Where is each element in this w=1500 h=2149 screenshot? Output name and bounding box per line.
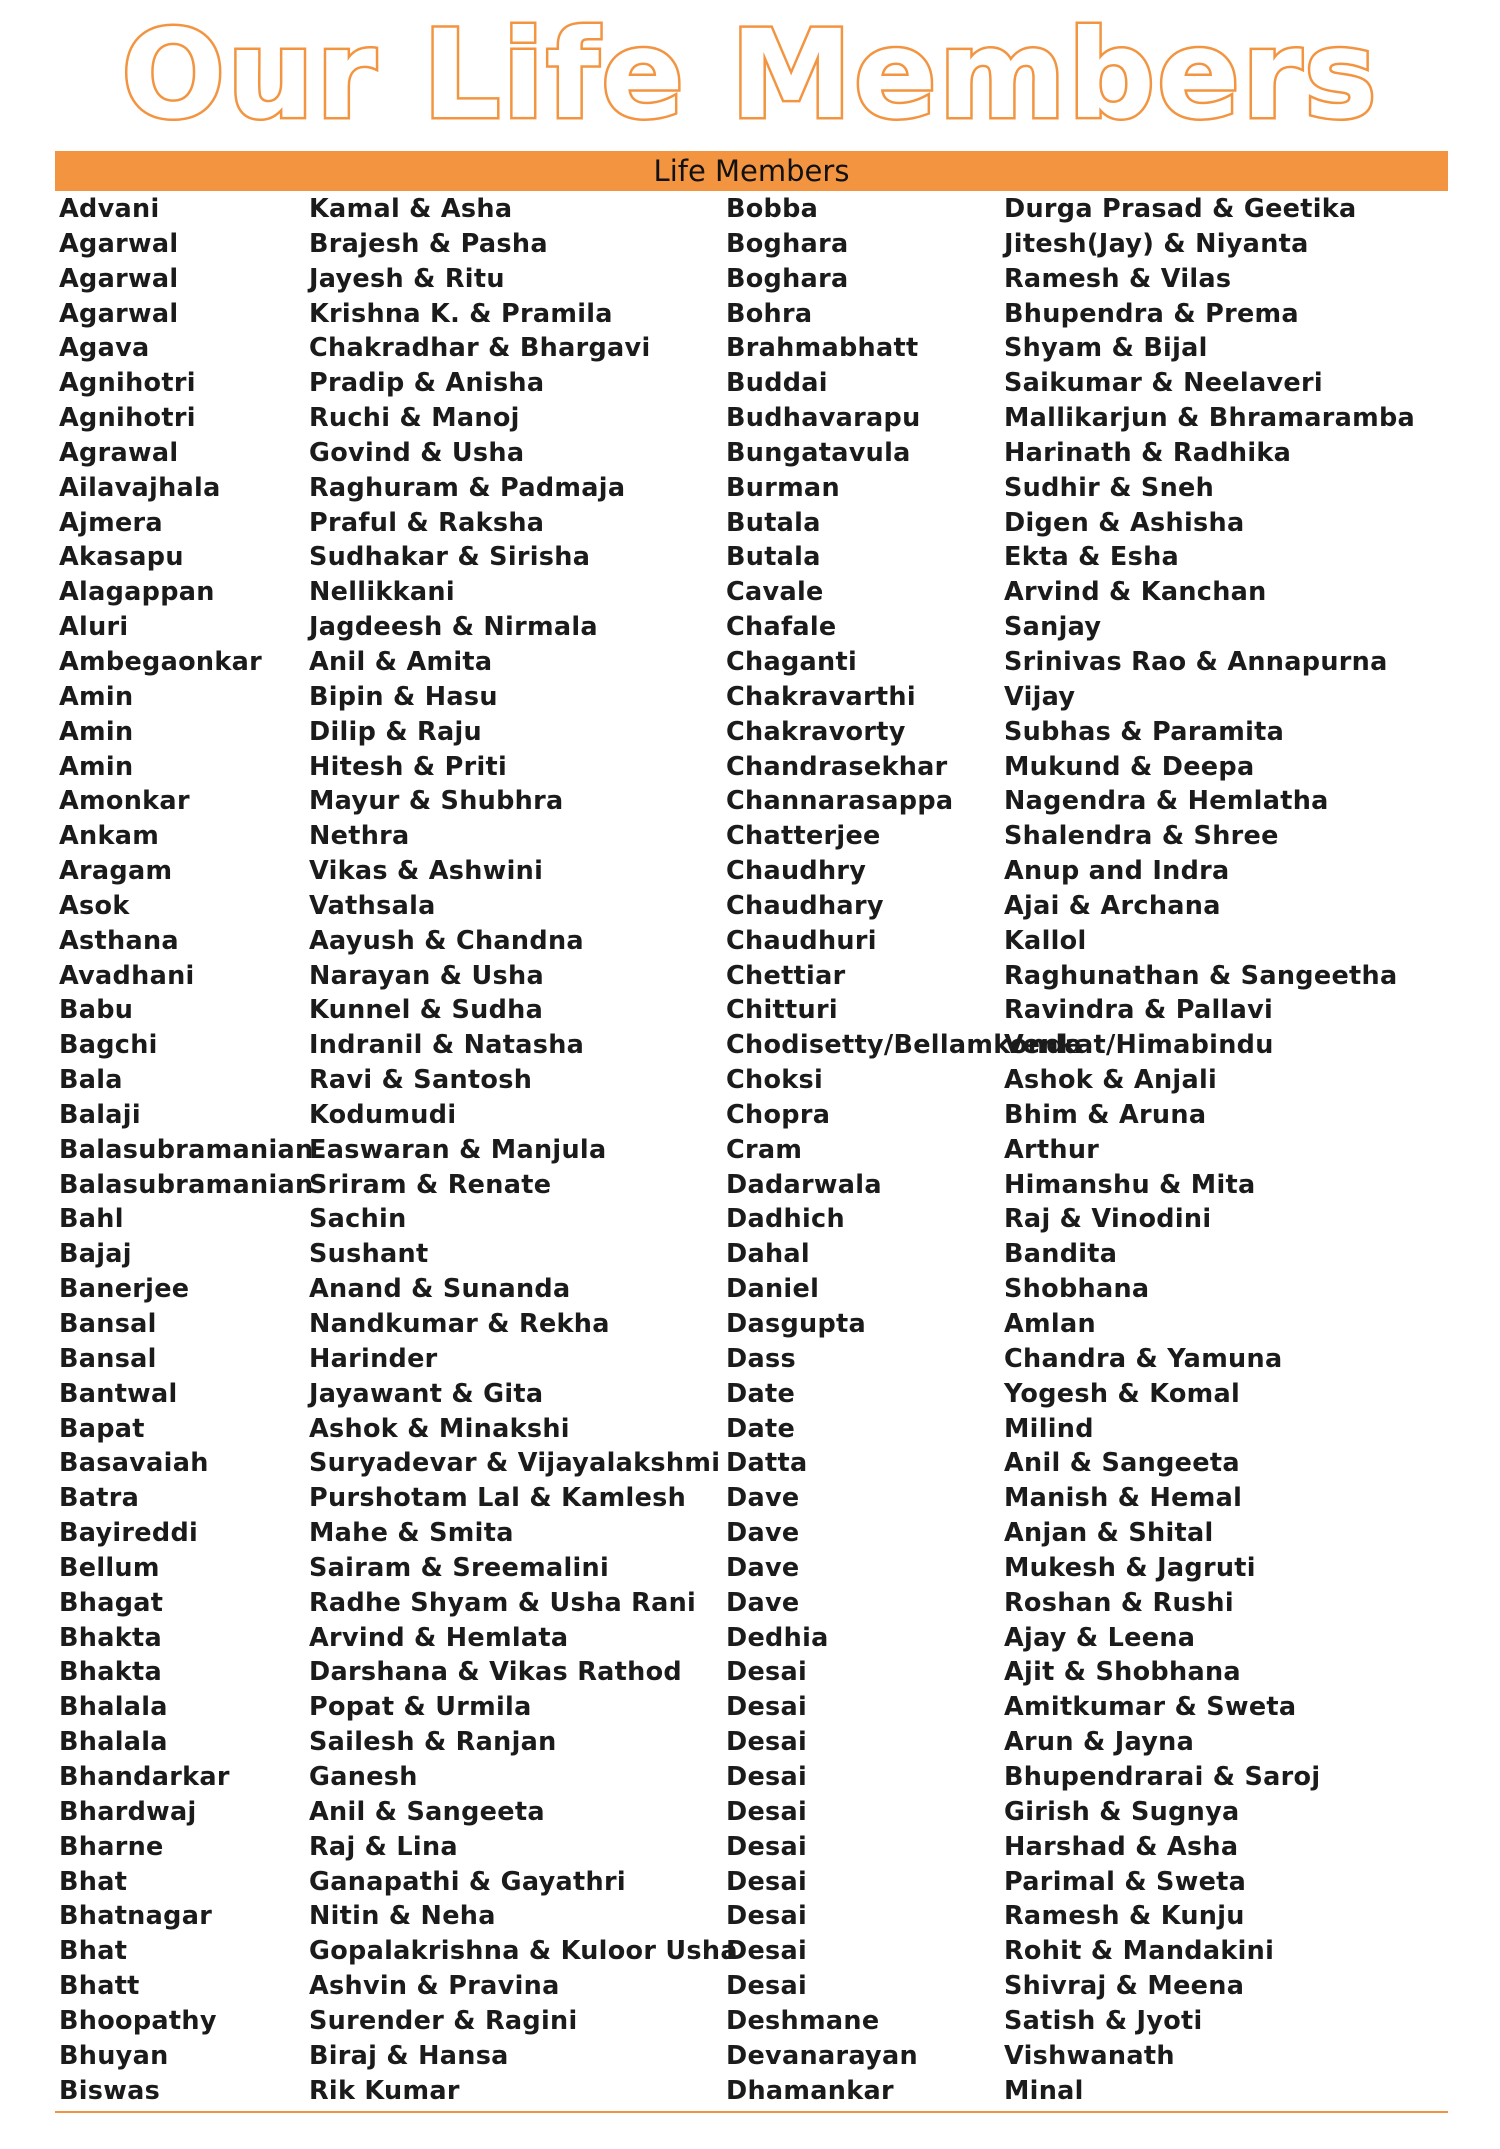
member-surname-a: Bagchi [59, 1030, 158, 1061]
member-given-names-a: Harinder [309, 1343, 438, 1374]
member-surname-b: Boghara [726, 228, 849, 259]
member-surname-b: Devanarayan [726, 2040, 918, 2071]
member-given-names-b: Manish & Hemal [1004, 1483, 1243, 1514]
member-surname-b: Burman [726, 472, 840, 503]
member-surname-b: Chitturi [726, 995, 838, 1026]
member-given-names-b: Jitesh(Jay) & Niyanta [1004, 228, 1309, 259]
member-given-names-a: Arvind & Hemlata [309, 1622, 569, 1653]
member-given-names-b: Minal [1004, 2075, 1084, 2106]
member-given-names-a: Hitesh & Priti [309, 751, 508, 782]
member-given-names-a: Ganapathi & Gayathri [309, 1866, 626, 1897]
member-surname-a: Bhuyan [59, 2040, 169, 2071]
member-given-names-b: Ajit & Shobhana [1004, 1657, 1241, 1688]
member-surname-a: Amin [59, 716, 134, 747]
member-surname-a: Akasapu [59, 542, 184, 573]
member-given-names-b: Srinivas Rao & Annapurna [1004, 646, 1388, 677]
member-surname-a: Ambegaonkar [59, 646, 263, 677]
member-given-names-a: Ganesh [309, 1761, 418, 1792]
member-given-names-a: Krishna K. & Pramila [309, 298, 613, 329]
member-surname-a: Agrawal [59, 437, 179, 468]
bottom-divider [55, 2111, 1448, 2113]
member-given-names-a: Jagdeesh & Nirmala [309, 612, 598, 643]
member-given-names-b: Arvind & Kanchan [1004, 577, 1267, 608]
member-given-names-b: Anup and Indra [1004, 856, 1230, 887]
section-banner: Life Members [55, 151, 1448, 191]
member-given-names-b: Shobhana [1004, 1274, 1150, 1305]
member-surname-a: Avadhani [59, 960, 195, 991]
member-surname-a: Bhagat [59, 1587, 164, 1618]
member-surname-b: Desai [726, 1657, 808, 1688]
member-surname-a: Bansal [59, 1309, 157, 1339]
member-given-names-a: Narayan & Usha [309, 960, 544, 991]
member-surname-b: Desai [726, 1761, 808, 1792]
member-surname-b: Bohra [726, 298, 813, 329]
member-surname-b: Desai [726, 1901, 808, 1932]
member-given-names-a: Anil & Sangeeta [309, 1796, 545, 1827]
member-surname-b: Bungatavula [726, 437, 911, 468]
member-given-names-a: Mahe & Smita [309, 1518, 514, 1549]
member-given-names-b: Bhupendra & Prema [1004, 298, 1299, 329]
member-surname-a: Agnihotri [59, 403, 196, 434]
member-given-names-a: Sairam & Sreemalini [309, 1552, 610, 1583]
member-given-names-a: Darshana & Vikas Rathod [309, 1657, 682, 1688]
member-surname-a: Bhat [59, 1866, 128, 1897]
member-surname-a: Bhalala [59, 1727, 168, 1758]
member-given-names-b: Himanshu & Mita [1004, 1169, 1256, 1200]
member-surname-b: Channarasappa [726, 786, 954, 817]
member-surname-b: Dadarwala [726, 1169, 882, 1200]
member-given-names-b: Shyam & Bijal [1004, 333, 1208, 364]
member-given-names-b: Raghunathan & Sangeetha [1004, 960, 1398, 991]
member-given-names-a: Mayur & Shubhra [309, 786, 564, 817]
member-surname-a: Balaji [59, 1099, 141, 1130]
member-given-names-a: Dilip & Raju [309, 716, 482, 747]
member-surname-b: Bobba [726, 194, 819, 224]
member-given-names-a: Biraj & Hansa [309, 2040, 509, 2071]
member-surname-b: Budhavarapu [726, 403, 921, 434]
member-surname-b: Dedhia [726, 1622, 829, 1653]
member-given-names-a: Govind & Usha [309, 437, 525, 468]
member-given-names-b: Subhas & Paramita [1004, 716, 1285, 747]
member-given-names-b: Shivraj & Meena [1004, 1971, 1245, 2002]
member-given-names-b: Saikumar & Neelaveri [1004, 368, 1323, 399]
member-surname-b: Desai [726, 1727, 808, 1758]
member-given-names-b: Sudhir & Sneh [1004, 472, 1215, 503]
member-surname-a: Bhatt [59, 1971, 140, 2002]
member-given-names-b: Ekta & Esha [1004, 542, 1180, 573]
member-given-names-a: Kamal & Asha [309, 194, 513, 224]
member-surname-b: Choksi [726, 1065, 824, 1096]
member-given-names-b: Bandita [1004, 1239, 1118, 1270]
member-surname-a: Agarwal [59, 298, 179, 329]
member-given-names-a: Anil & Amita [309, 646, 493, 677]
member-surname-b: Butala [726, 507, 821, 538]
member-given-names-b: Mallikarjun & Bhramaramba [1004, 403, 1416, 434]
member-surname-a: Bhoopathy [59, 2005, 217, 2036]
member-given-names-b: Mukesh & Jagruti [1004, 1552, 1256, 1583]
member-surname-a: Amin [59, 751, 134, 782]
member-surname-b: Dave [726, 1552, 800, 1583]
member-surname-b: Chaganti [726, 646, 858, 677]
member-given-names-b: Ajai & Archana [1004, 890, 1221, 921]
member-surname-a: Agava [59, 333, 150, 364]
member-surname-a: Bajaj [59, 1239, 132, 1270]
member-surname-b: Datta [726, 1448, 808, 1479]
member-given-names-a: Vathsala [309, 890, 436, 921]
member-given-names-a: Sudhakar & Sirisha [309, 542, 591, 573]
member-given-names-b: Arun & Jayna [1004, 1727, 1195, 1758]
member-surname-b: Dave [726, 1518, 800, 1549]
member-given-names-b: Raj & Vinodini [1004, 1204, 1212, 1235]
member-given-names-a: Ravi & Santosh [309, 1065, 533, 1096]
member-given-names-b: Harinath & Radhika [1004, 437, 1292, 468]
member-surname-b: Date [726, 1413, 796, 1444]
member-surname-a: Bayireddi [59, 1518, 199, 1549]
member-surname-b: Cavale [726, 577, 824, 608]
member-surname-b: Desai [726, 1796, 808, 1827]
member-given-names-b: Venkat/Himabindu [1004, 1030, 1274, 1061]
member-surname-b: Desai [726, 1866, 808, 1897]
member-surname-b: Brahmabhatt [726, 333, 919, 364]
member-given-names-b: Digen & Ashisha [1004, 507, 1245, 538]
member-given-names-b: Anjan & Shital [1004, 1518, 1214, 1549]
member-given-names-b: Amitkumar & Sweta [1004, 1692, 1297, 1723]
member-surname-a: Bantwal [59, 1378, 178, 1409]
member-surname-a: Ajmera [59, 507, 163, 538]
member-given-names-a: Sachin [309, 1204, 407, 1235]
member-given-names-b: Durga Prasad & Geetika [1004, 194, 1357, 224]
member-given-names-b: Mukund & Deepa [1004, 751, 1255, 782]
member-given-names-b: Bhupendrarai & Saroj [1004, 1761, 1321, 1792]
member-surname-a: Amonkar [59, 786, 190, 817]
member-given-names-b: Yogesh & Komal [1004, 1378, 1241, 1409]
member-given-names-a: Chakradhar & Bhargavi [309, 333, 651, 364]
member-surname-a: Amin [59, 681, 134, 712]
member-surname-a: Basavaiah [59, 1448, 209, 1479]
member-given-names-b: Milind [1004, 1413, 1094, 1444]
member-surname-b: Chaudhary [726, 890, 884, 921]
member-given-names-a: Sushant [309, 1239, 429, 1270]
member-surname-a: Balasubramanian [59, 1169, 314, 1200]
member-given-names-a: Radhe Shyam & Usha Rani [309, 1587, 697, 1618]
member-surname-b: Chaudhry [726, 856, 867, 887]
member-surname-a: Bala [59, 1065, 123, 1096]
member-given-names-b: Ramesh & Vilas [1004, 263, 1232, 294]
member-surname-a: Bapat [59, 1413, 145, 1444]
member-given-names-a: Anand & Sunanda [309, 1274, 571, 1305]
member-surname-b: Chopra [726, 1099, 831, 1130]
member-given-names-b: Vishwanath [1004, 2040, 1175, 2071]
member-surname-b: Dave [726, 1587, 800, 1618]
member-given-names-a: Ashvin & Pravina [309, 1971, 560, 2002]
member-surname-b: Buddai [726, 368, 828, 399]
member-surname-a: Bhakta [59, 1657, 162, 1688]
member-surname-a: Batra [59, 1483, 140, 1514]
member-given-names-b: Sanjay [1004, 612, 1102, 643]
member-given-names-b: Nagendra & Hemlatha [1004, 786, 1329, 817]
member-surname-a: Balasubramanian [59, 1134, 314, 1165]
member-surname-a: Bhat [59, 1936, 128, 1967]
member-surname-b: Desai [726, 1692, 808, 1723]
member-surname-a: Asok [59, 890, 130, 921]
member-surname-b: Deshmane [726, 2005, 880, 2036]
member-surname-a: Aragam [59, 856, 173, 887]
member-surname-a: Bhandarkar [59, 1761, 230, 1792]
member-surname-a: Banerjee [59, 1274, 190, 1305]
member-given-names-b: Amlan [1004, 1309, 1096, 1339]
member-surname-a: Babu [59, 995, 134, 1026]
member-surname-a: Ailavajhala [59, 472, 221, 503]
member-surname-a: Advani [59, 194, 160, 224]
member-surname-b: Chatterjee [726, 821, 881, 852]
member-given-names-a: Kodumudi [309, 1099, 457, 1130]
member-given-names-b: Bhim & Aruna [1004, 1099, 1207, 1130]
member-surname-b: Desai [726, 1936, 808, 1967]
member-given-names-b: Ajay & Leena [1004, 1622, 1196, 1653]
member-surname-b: Desai [726, 1971, 808, 2002]
member-surname-b: Dasgupta [726, 1309, 867, 1339]
member-surname-a: Alagappan [59, 577, 215, 608]
member-given-names-a: Pradip & Anisha [309, 368, 545, 399]
member-surname-b: Chakravorty [726, 716, 906, 747]
member-given-names-b: Ramesh & Kunju [1004, 1901, 1245, 1932]
member-given-names-a: Nandkumar & Rekha [309, 1309, 610, 1339]
member-given-names-a: Raghuram & Padmaja [309, 472, 626, 503]
member-given-names-a: Ruchi & Manoj [309, 403, 520, 434]
member-surname-a: Bellum [59, 1552, 160, 1583]
member-surname-a: Bahl [59, 1204, 124, 1235]
member-surname-a: Asthana [59, 925, 179, 956]
member-given-names-b: Rohit & Mandakini [1004, 1936, 1275, 1967]
member-surname-b: Dhamankar [726, 2075, 894, 2106]
member-surname-b: Butala [726, 542, 821, 573]
member-surname-a: Aluri [59, 612, 129, 643]
member-surname-a: Biswas [59, 2075, 161, 2106]
member-surname-b: Dave [726, 1483, 800, 1514]
page-title: Our Life Members [121, 4, 1379, 146]
member-surname-b: Chettiar [726, 960, 846, 991]
member-surname-a: Bansal [59, 1343, 157, 1374]
member-surname-b: Chodisetty/Bellamkonda [726, 1030, 1083, 1061]
member-surname-a: Bharne [59, 1831, 164, 1862]
member-given-names-b: Roshan & Rushi [1004, 1587, 1234, 1618]
member-surname-a: Bhalala [59, 1692, 168, 1723]
member-given-names-b: Vijay [1004, 681, 1076, 712]
member-given-names-a: Jayesh & Ritu [309, 263, 505, 294]
member-given-names-a: Ashok & Minakshi [309, 1413, 570, 1444]
member-surname-b: Date [726, 1378, 796, 1409]
member-given-names-a: Gopalakrishna & Kuloor Usha [309, 1936, 738, 1967]
member-given-names-b: Ravindra & Pallavi [1004, 995, 1274, 1026]
member-surname-a: Agarwal [59, 263, 179, 294]
member-given-names-a: Suryadevar & Vijayalakshmi [309, 1448, 721, 1479]
member-given-names-b: Kallol [1004, 925, 1087, 956]
member-given-names-a: Easwaran & Manjula [309, 1134, 607, 1165]
member-given-names-a: Nethra [309, 821, 410, 852]
member-given-names-b: Arthur [1004, 1134, 1100, 1165]
member-surname-b: Daniel [726, 1274, 820, 1305]
member-given-names-b: Anil & Sangeeta [1004, 1448, 1240, 1479]
member-given-names-a: Brajesh & Pasha [309, 228, 548, 259]
member-given-names-a: Bipin & Hasu [309, 681, 498, 712]
member-given-names-a: Nitin & Neha [309, 1901, 496, 1932]
member-surname-b: Chandrasekhar [726, 751, 948, 782]
member-surname-b: Dass [726, 1343, 796, 1374]
member-surname-b: Chafale [726, 612, 837, 643]
member-given-names-a: Sriram & Renate [309, 1169, 552, 1200]
member-given-names-b: Girish & Sugnya [1004, 1796, 1240, 1827]
member-given-names-b: Chandra & Yamuna [1004, 1343, 1283, 1374]
member-surname-b: Desai [726, 1831, 808, 1862]
member-given-names-a: Nellikkani [309, 577, 455, 608]
member-given-names-a: Raj & Lina [309, 1831, 458, 1862]
member-surname-a: Ankam [59, 821, 160, 852]
member-surname-a: Agnihotri [59, 368, 196, 399]
member-surname-a: Bhakta [59, 1622, 162, 1653]
member-given-names-a: Purshotam Lal & Kamlesh [309, 1483, 687, 1514]
member-surname-b: Dadhich [726, 1204, 845, 1235]
member-given-names-b: Satish & Jyoti [1004, 2005, 1203, 2036]
member-surname-a: Bhardwaj [59, 1796, 197, 1827]
member-given-names-a: Surender & Ragini [309, 2005, 578, 2036]
member-given-names-a: Vikas & Ashwini [309, 856, 544, 887]
member-given-names-b: Parimal & Sweta [1004, 1866, 1247, 1897]
member-surname-b: Dahal [726, 1239, 810, 1270]
member-surname-b: Cram [726, 1134, 803, 1165]
member-table [55, 192, 1448, 2108]
member-given-names-a: Praful & Raksha [309, 507, 545, 538]
member-given-names-b: Ashok & Anjali [1004, 1065, 1218, 1096]
member-surname-b: Boghara [726, 263, 849, 294]
member-given-names-b: Harshad & Asha [1004, 1831, 1239, 1862]
member-surname-a: Agarwal [59, 228, 179, 259]
member-given-names-b: Shalendra & Shree [1004, 821, 1279, 852]
member-given-names-a: Popat & Urmila [309, 1692, 532, 1723]
member-given-names-a: Rik Kumar [309, 2075, 460, 2106]
member-surname-a: Bhatnagar [59, 1901, 213, 1932]
member-given-names-a: Jayawant & Gita [309, 1378, 544, 1409]
member-given-names-a: Sailesh & Ranjan [309, 1727, 557, 1758]
member-given-names-a: Aayush & Chandna [309, 925, 584, 956]
member-surname-b: Chakravarthi [726, 681, 916, 712]
member-given-names-a: Indranil & Natasha [309, 1030, 585, 1061]
member-surname-b: Chaudhuri [726, 925, 877, 956]
member-given-names-a: Kunnel & Sudha [309, 995, 544, 1026]
